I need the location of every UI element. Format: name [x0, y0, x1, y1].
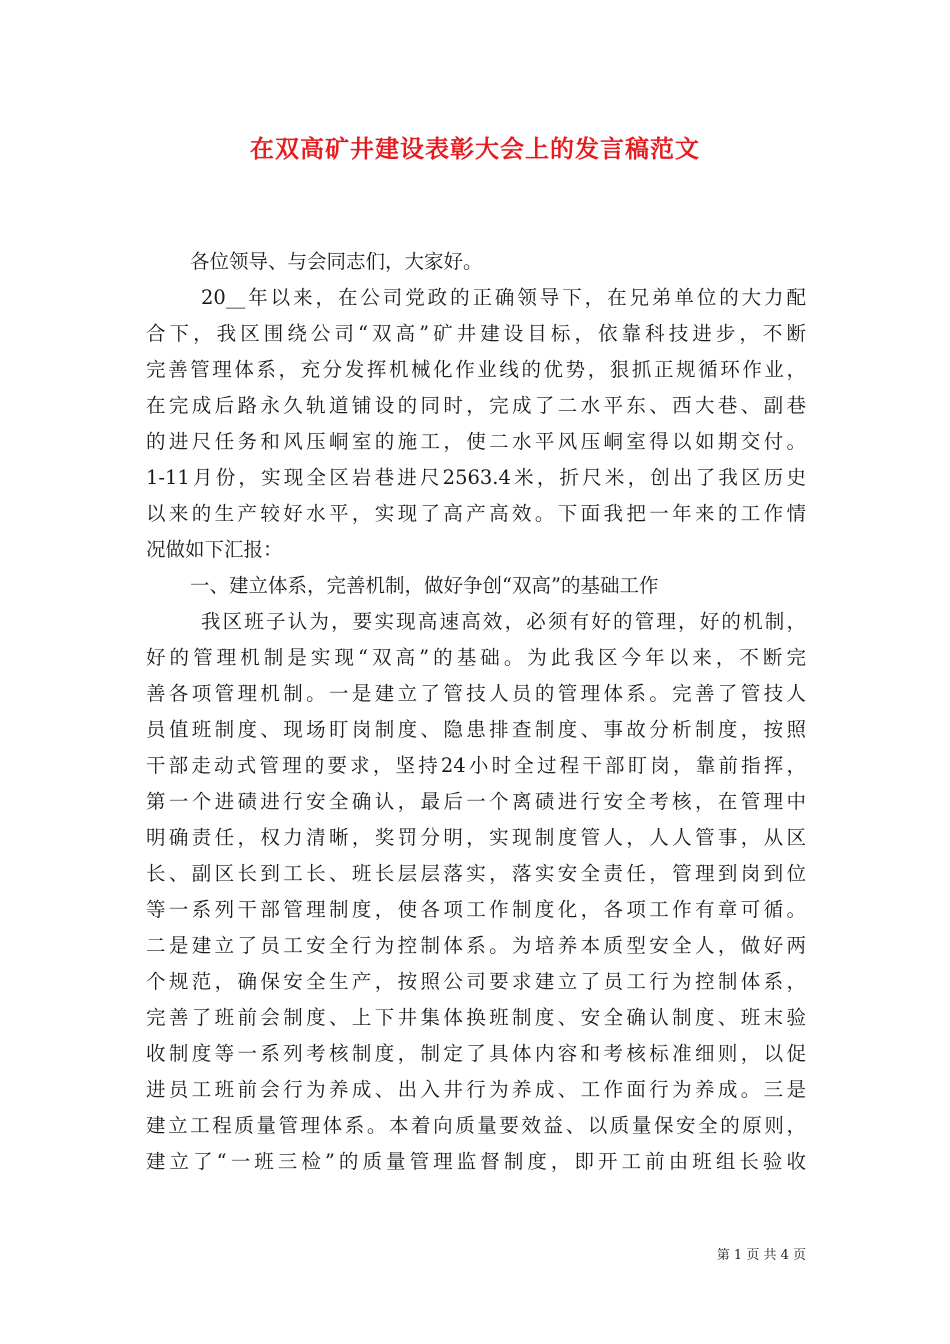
document-title: 在双高矿井建设表彰大会上的发言稿范文 [250, 134, 700, 163]
body-line-8: 以来的生产较好水平，实现了高产高效。下面我把一年来的工作情 [146, 502, 806, 525]
body-line-24: 进员工班前会行为养成、出入井行为养成、工作面行为养成。三是 [146, 1078, 806, 1101]
section-heading-1: 一、建立体系，完善机制，做好争创“双高”的基础工作 [190, 574, 659, 597]
body-line-16: 第一个进碛进行安全确认，最后一个离碛进行安全考核，在管理中 [146, 790, 806, 813]
body-line-3: 合下，我区围绕公司“双高”矿井建设目标，依靠科技进步，不断 [146, 322, 806, 345]
page-number: 第 1 页 共 4 页 [716, 1248, 806, 1263]
body-line-18: 长、副区长到工长、班长层层落实，落实安全责任，管理到岗到位 [146, 862, 806, 885]
body-line-12: 好的管理机制是实现“双高”的基础。为此我区今年以来，不断完 [146, 646, 806, 669]
body-line-21: 个规范，确保安全生产，按照公司要求建立了员工行为控制体系， [146, 970, 806, 993]
body-line-22: 完善了班前会制度、上下井集体换班制度、安全确认制度、班末验 [146, 1006, 806, 1029]
body-line-2: 20__年以来，在公司党政的正确领导下，在兄弟单位的大力配 [201, 286, 806, 309]
body-line-4: 完善管理体系，充分发挥机械化作业线的优势，狠抓正规循环作业， [146, 358, 806, 381]
body-line-20: 二是建立了员工安全行为控制体系。为培养本质型安全人，做好两 [146, 934, 806, 957]
body-line-23: 收制度等一系列考核制度，制定了具体内容和考核标准细则，以促 [146, 1042, 806, 1065]
body-line-9: 况做如下汇报： [146, 538, 283, 561]
body-line-5: 在完成后路永久轨道铺设的同时，完成了二水平东、西大巷、副巷 [146, 394, 806, 417]
body-line-26: 建立了“一班三检”的质量管理监督制度，即开工前由班组长验收 [146, 1150, 806, 1173]
body-line-6: 的进尺任务和风压峒室的施工，使二水平风压峒室得以如期交付。 [146, 430, 806, 453]
body-line-14: 员值班制度、现场盯岗制度、隐患排查制度、事故分析制度，按照 [146, 718, 806, 741]
body-line-15: 干部走动式管理的要求，坚持24小时全过程干部盯岗，靠前指挥， [146, 754, 806, 777]
body-line-19: 等一系列干部管理制度，使各项工作制度化，各项工作有章可循。 [146, 898, 806, 921]
body-line-1: 各位领导、与会同志们，大家好。 [190, 250, 483, 273]
body-line-17: 明确责任，权力清晰，奖罚分明，实现制度管人，人人管事，从区 [146, 826, 806, 849]
body-line-13: 善各项管理机制。一是建立了管技人员的管理体系。完善了管技人 [146, 682, 806, 705]
body-line-25: 建立工程质量管理体系。本着向质量要效益、以质量保安全的原则， [146, 1114, 806, 1137]
body-line-7: 1-11月份，实现全区岩巷进尺2563.4米，折尺米，创出了我区历史 [146, 466, 806, 489]
body-line-11: 我区班子认为，要实现高速高效，必须有好的管理，好的机制， [201, 610, 806, 633]
